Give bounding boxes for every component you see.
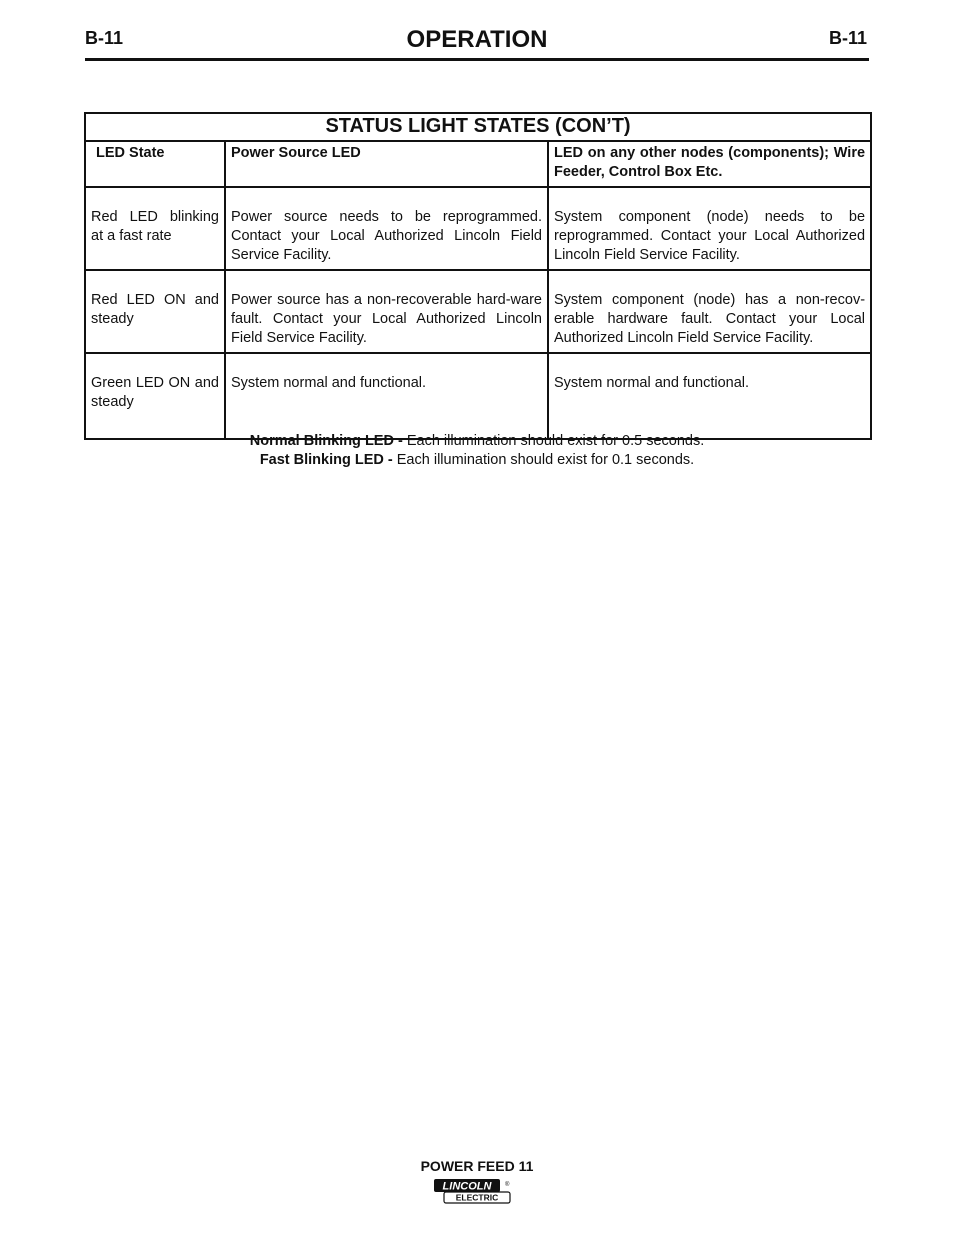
- lincoln-electric-logo: [433, 1177, 513, 1205]
- status-light-table: [84, 112, 872, 440]
- normal-blink-text: Each illumination should exist for 0.5 seconds.: [402, 433, 705, 449]
- fast-blink-label: Fast Blinking LED -: [259, 452, 393, 468]
- column-header-power-source: Power Source LED: [225, 141, 548, 187]
- page-header: [85, 24, 869, 61]
- table-row: [85, 353, 871, 439]
- logo-text-top: LINCOLN: [442, 1180, 492, 1193]
- power-source-cell: Power source needs to be reprogrammed. Contact your Local Authorized Lincoln Field Service Facility.: [225, 187, 548, 270]
- column-header-other-nodes: LED on any other nodes (components); Wire Feeder, Control Box Etc.: [548, 141, 871, 187]
- table-row: [85, 270, 871, 353]
- table-title: STATUS LIGHT STATES (CON’T): [85, 113, 871, 141]
- table-header-row: [85, 141, 871, 187]
- page-number-right: B-11: [828, 28, 867, 48]
- led-state-cell: Red LED ON and steady: [85, 270, 225, 353]
- logo-text-bottom: ELECTRIC: [455, 1192, 499, 1203]
- footer-product-name: POWER FEED 11: [420, 1158, 534, 1174]
- other-nodes-cell: System component (node) has a non-recov-erable hardware fault. Contact your Local Authorized Lincoln Field Service Facility.: [548, 270, 871, 353]
- led-state-cell: Green LED ON and steady: [85, 353, 225, 439]
- logo-registered-mark: ®: [505, 1182, 510, 1188]
- column-header-led-state: LED State: [85, 141, 225, 187]
- led-state-cell: Red LED blinking at a fast rate: [85, 187, 225, 270]
- table-row: [85, 187, 871, 270]
- power-source-cell: Power source has a non-recoverable hard-ware fault. Contact your Local Authorized Lincoln Field Service Facility.: [225, 270, 548, 353]
- other-nodes-cell: System normal and functional.: [548, 353, 871, 439]
- page-number-left: B-11: [85, 28, 124, 48]
- normal-blink-note: [0, 432, 954, 451]
- blink-notes: [0, 432, 954, 470]
- normal-blink-label: Normal Blinking LED -: [249, 433, 403, 449]
- other-nodes-cell: System component (node) needs to be reprogrammed. Contact your Local Authorized Lincoln Field Service Facility.: [548, 187, 871, 270]
- power-source-cell: System normal and functional.: [225, 353, 548, 439]
- fast-blink-text: Each illumination should exist for 0.1 seconds.: [392, 452, 695, 468]
- fast-blink-note: [0, 451, 954, 470]
- section-title: OPERATION: [406, 26, 548, 53]
